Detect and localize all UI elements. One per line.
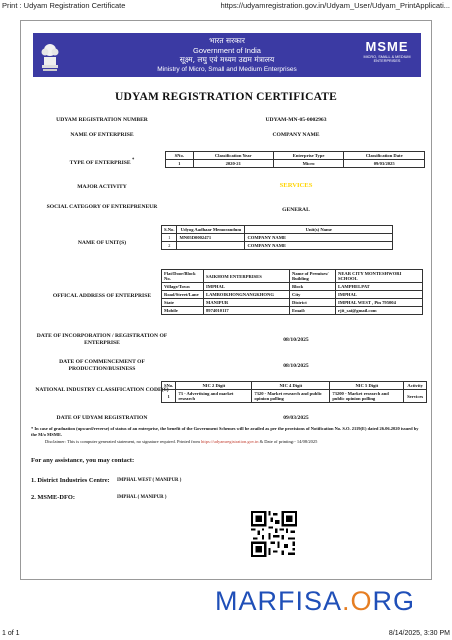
marfisa-watermark bbox=[215, 586, 415, 617]
table-cell: IMPHAL bbox=[204, 283, 290, 291]
table-header: Enterprise Type bbox=[273, 152, 343, 160]
msme-logo-sub: MICRO, SMALL & MEDIUM ENTERPRISES bbox=[363, 55, 411, 63]
table-cell: City bbox=[290, 291, 336, 299]
table-cell: Block bbox=[290, 283, 336, 291]
enterprise-type-table bbox=[165, 151, 425, 168]
table-header: Udyog Aadhaar Memorandum bbox=[177, 226, 245, 234]
assistance-heading: For any assistance, you may contact: bbox=[31, 457, 135, 464]
table-header: NIC 5 Digit bbox=[330, 382, 404, 390]
table-header: NIC 2 Digit bbox=[176, 382, 252, 390]
table-cell: Village/Town bbox=[162, 283, 204, 291]
table-cell: MN05D0002471 bbox=[177, 234, 245, 242]
table-cell: LAMBOIKHONGNANGKHONG bbox=[204, 291, 290, 299]
major-activity-label: MAJOR ACTIVITY bbox=[77, 184, 127, 190]
certificate bbox=[20, 20, 432, 580]
incorporation-date-value: 08/10/2025 bbox=[283, 337, 309, 343]
table-cell: Road/Street/Lane bbox=[162, 291, 204, 299]
graduation-note: * In case of graduation (upward/reverse) of status of an enterprise, the benefit of the Government Schemes will be availed as per the provisions of Notification No. S.O. 2119(E) dated 26.06.2020 issued by the M/o MSME. bbox=[31, 426, 419, 438]
table-cell: Name of Premises/ Building bbox=[290, 270, 336, 283]
table-cell: MANIPUR bbox=[204, 299, 290, 307]
table-cell bbox=[177, 242, 245, 250]
table-header: Activity bbox=[404, 382, 427, 390]
table-cell: 2020-21 bbox=[193, 160, 273, 168]
commencement-date-value: 08/10/2025 bbox=[283, 363, 309, 369]
certificate-title: UDYAM REGISTRATION CERTIFICATE bbox=[114, 91, 337, 103]
dfo-label: 2. MSME-DFO: bbox=[31, 494, 76, 501]
table-row bbox=[162, 291, 423, 299]
table-row bbox=[162, 270, 423, 283]
print-date-text: & Date of printing:- 14/08/2025 bbox=[258, 439, 318, 445]
table-cell: rjit_sai@gmail.com bbox=[336, 307, 423, 315]
table-header: SNo. bbox=[162, 382, 176, 390]
table-header: SNo. bbox=[166, 152, 194, 160]
table-cell: 1 bbox=[162, 390, 176, 403]
table-cell: State bbox=[162, 299, 204, 307]
table-header: Unit(s) Name bbox=[245, 226, 393, 234]
msme-logo bbox=[359, 39, 415, 69]
table-cell: IMPHAL bbox=[336, 291, 423, 299]
print-timestamp: 8/14/2025, 3:30 PM bbox=[388, 630, 450, 637]
table-row bbox=[162, 307, 423, 315]
address-label: OFFICAL ADDRESS OF ENTERPRISE bbox=[52, 293, 152, 299]
watermark-part2: RG bbox=[372, 586, 416, 616]
table-row bbox=[162, 299, 423, 307]
disclaimer bbox=[31, 439, 423, 445]
dfo-value: IMPHAL ( MANIPUR ) bbox=[117, 495, 167, 500]
table-cell: COMPANY NAME bbox=[245, 234, 393, 242]
table-header: NIC 4 Digit bbox=[252, 382, 330, 390]
ministry-hindi: सूक्ष्म, लघु एवं मध्यम उद्यम मंत्रालय bbox=[179, 55, 275, 64]
units-label: NAME OF UNIT(S) bbox=[77, 240, 127, 246]
notes bbox=[31, 426, 423, 445]
table-cell: Mobile bbox=[162, 307, 204, 315]
type-asterisk: * bbox=[132, 158, 135, 163]
table-row bbox=[162, 283, 423, 291]
social-category-value: GENERAL bbox=[282, 207, 310, 213]
udyam-date-value: 09/03/2025 bbox=[283, 415, 309, 421]
table-cell: 73200 - Market research and public opinion polling bbox=[330, 390, 404, 403]
table-header: S.No. bbox=[162, 226, 177, 234]
table-header: Classification Year bbox=[193, 152, 273, 160]
table-cell: 1 bbox=[166, 160, 194, 168]
table-cell: Email: bbox=[290, 307, 336, 315]
table-row bbox=[166, 160, 425, 168]
table-cell: Flat/Door/Block No. bbox=[162, 270, 204, 283]
table-cell: 8974010117 bbox=[204, 307, 290, 315]
print-title: Print : Udyam Registration Certificate bbox=[2, 1, 126, 10]
table-header-row bbox=[162, 382, 427, 390]
table-header: Classification Date bbox=[344, 152, 425, 160]
enterprise-name-value: COMPANY NAME bbox=[272, 132, 320, 138]
nic-table bbox=[161, 381, 427, 403]
table-row bbox=[162, 242, 393, 250]
nic-label: NATIONAL INDUSTRY CLASSIFICATION CODE(S) bbox=[35, 387, 169, 393]
ministry-english: Ministry of Micro, Small and Medium Enterprises bbox=[157, 66, 297, 73]
table-cell: 09/03/2025 bbox=[344, 160, 425, 168]
print-url: https://udyamregistration.gov.in/Udyam_User/Udyam_PrintApplicati... bbox=[220, 1, 450, 10]
udyam-portal-link[interactable]: https://udyamregistration.gov.in bbox=[201, 439, 259, 445]
dic-label: 1. District Industries Centre: bbox=[31, 477, 110, 484]
reg-no-label: UDYAM REGISTRATION NUMBER bbox=[56, 117, 148, 123]
watermark-part1: MARFISA bbox=[215, 586, 343, 616]
table-cell: NEAR CITY MONTESHWORI SCHOOL bbox=[336, 270, 423, 283]
table-row bbox=[162, 390, 427, 403]
enterprise-name-label: NAME OF ENTERPRISE bbox=[70, 132, 134, 138]
table-cell: District bbox=[290, 299, 336, 307]
page-count: 1 of 1 bbox=[2, 630, 20, 637]
qr-code-icon bbox=[251, 511, 297, 557]
enterprise-type-label-text: TYPE OF ENTERPRISE bbox=[69, 159, 131, 166]
ministry-banner bbox=[33, 33, 421, 77]
udyam-date-label: DATE OF UDYAM REGISTRATION bbox=[56, 415, 148, 421]
social-category-label: SOCIAL CATEGORY OF ENTREPRENEUR bbox=[46, 204, 158, 210]
watermark-dot-o: .O bbox=[342, 586, 373, 616]
table-cell: IMPHAL WEST , Pin 795004 bbox=[336, 299, 423, 307]
table-cell: 2 bbox=[162, 242, 177, 250]
incorporation-date-label: DATE OF INCORPORATION / REGISTRATION OF ENTERPRISE bbox=[36, 333, 168, 346]
table-cell: SAIKHOM ENTERPRISES bbox=[204, 270, 290, 283]
table-cell: 7320 - Market research and public opinion polling bbox=[252, 390, 330, 403]
units-table bbox=[161, 225, 393, 250]
address-table bbox=[161, 269, 423, 315]
reg-no-value: UDYAM-MN-05-0002963 bbox=[265, 117, 327, 123]
print-header bbox=[0, 0, 452, 12]
table-cell: 1 bbox=[162, 234, 177, 242]
commencement-date-label: DATE OF COMMENCEMENT OF PRODUCTION/BUSINESS bbox=[59, 359, 145, 372]
table-row bbox=[162, 234, 393, 242]
table-cell: COMPANY NAME bbox=[245, 242, 393, 250]
table-header-row bbox=[166, 152, 425, 160]
table-cell: Services bbox=[404, 390, 427, 403]
dic-value: IMPHAL WEST ( MANIPUR ) bbox=[117, 478, 182, 483]
enterprise-type-label bbox=[27, 158, 177, 167]
disclaimer-text: Disclaimer: This is computer generated statement, no signature required. Printed from bbox=[45, 439, 201, 445]
msme-logo-mark: MSME bbox=[365, 39, 409, 54]
major-activity-value: SERVICES bbox=[279, 182, 313, 189]
table-header-row bbox=[162, 226, 393, 234]
govt-hindi: भारत सरकार bbox=[209, 36, 245, 45]
govt-english: Government of India bbox=[193, 46, 261, 55]
table-cell: LAMPHELPAT bbox=[336, 283, 423, 291]
table-cell: 73 - Advertising and market research bbox=[176, 390, 252, 403]
table-cell: Micro bbox=[273, 160, 343, 168]
